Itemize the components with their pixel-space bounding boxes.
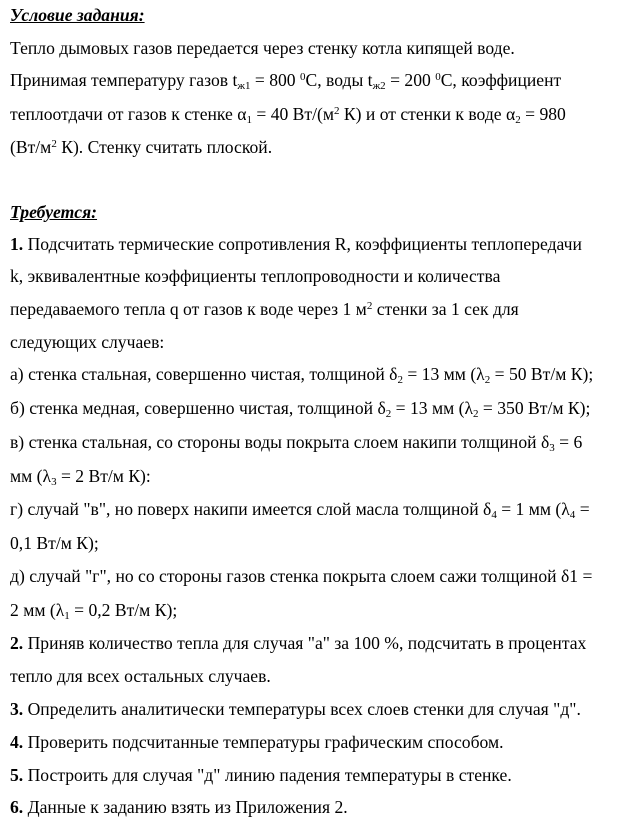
case-d-line-2: 2 мм ($\lambda_1 = 0,2$ Вт/м К);: [10, 600, 178, 622]
item-number: 5.: [10, 765, 24, 785]
item-number: 4.: [10, 732, 24, 752]
item-4: 4. Проверить подсчитанные температуры графическим способом.: [10, 732, 504, 752]
condition-line-3: теплоотдачи от газов к стенке $\alpha_1 = 40$ $Вт/(м^2$ К) и от стенки к воде $\alpha_2 = 980$: [10, 104, 566, 126]
required-heading: Требуется:: [10, 202, 98, 222]
item-6: 6. Данные к заданию взять из Приложения 2.: [10, 797, 348, 817]
item-2-line-2: тепло для всех остальных случаев.: [10, 666, 271, 686]
condition-line-2: Принимая температуру газов $t_{ж1} = 800$ $^0$С, воды $t_{ж2} = 200$ $^0$С, коэффициент: [10, 70, 562, 92]
case-v-line-2: мм ($\lambda_3 = 2$ Вт/м К):: [10, 466, 151, 488]
case-v-line-1: в) стенка стальная, со стороны воды покрыта слоем накипи толщиной $\delta_3 = 6$: [10, 432, 583, 454]
case-g-line-1: г) случай "в", но поверх накипи имеется слой масла толщиной $\delta_4 = 1$ мм ($\lambda_4$ =: [10, 499, 590, 521]
item-number: 2.: [10, 633, 24, 653]
item-number: 3.: [10, 699, 24, 719]
item-1-line-4: следующих случаев:: [10, 332, 165, 352]
item-2-line-1: 2. Приняв количество тепла для случая "а" за 100 %, подсчитать в процентах: [10, 633, 587, 653]
condition-line-1: Тепло дымовых газов передается через стенку котла кипящей воде.: [10, 38, 515, 58]
item-1-line-2: k, эквивалентные коэффициенты теплопроводности и количества: [10, 266, 501, 286]
case-a: а) стенка стальная, совершенно чистая, толщиной $\delta_2 = 13$ мм ($\lambda_2 = 50$ Вт/м К);: [10, 364, 594, 386]
case-b: б) стенка медная, совершенно чистая, толщиной $\delta_2 = 13$ мм ($\lambda_2 = 350$ Вт/м К);: [10, 398, 591, 420]
item-3: 3. Определить аналитически температуры всех слоев стенки для случая "д".: [10, 699, 581, 719]
case-d-line-1: д) случай "г", но со стороны газов стенка покрыта слоем сажи толщиной δ1 =: [10, 566, 593, 586]
case-g-line-2: 0,1 Вт/м К);: [10, 533, 99, 553]
item-number: 1.: [10, 234, 24, 254]
item-1-line-3: передаваемого тепла q от газов к воде через 1 $м^2$ стенки за 1 сек для: [10, 299, 519, 319]
item-1-line-1: 1. Подсчитать термические сопротивления R, коэффициенты теплопередачи: [10, 234, 582, 254]
condition-heading: Условие задания:: [10, 5, 145, 25]
item-number: 6.: [10, 797, 24, 817]
item-5: 5. Построить для случая "д" линию падения температуры в стенке.: [10, 765, 512, 785]
condition-line-4: ($Вт/м^2$ К). Стенку считать плоской.: [10, 137, 273, 157]
